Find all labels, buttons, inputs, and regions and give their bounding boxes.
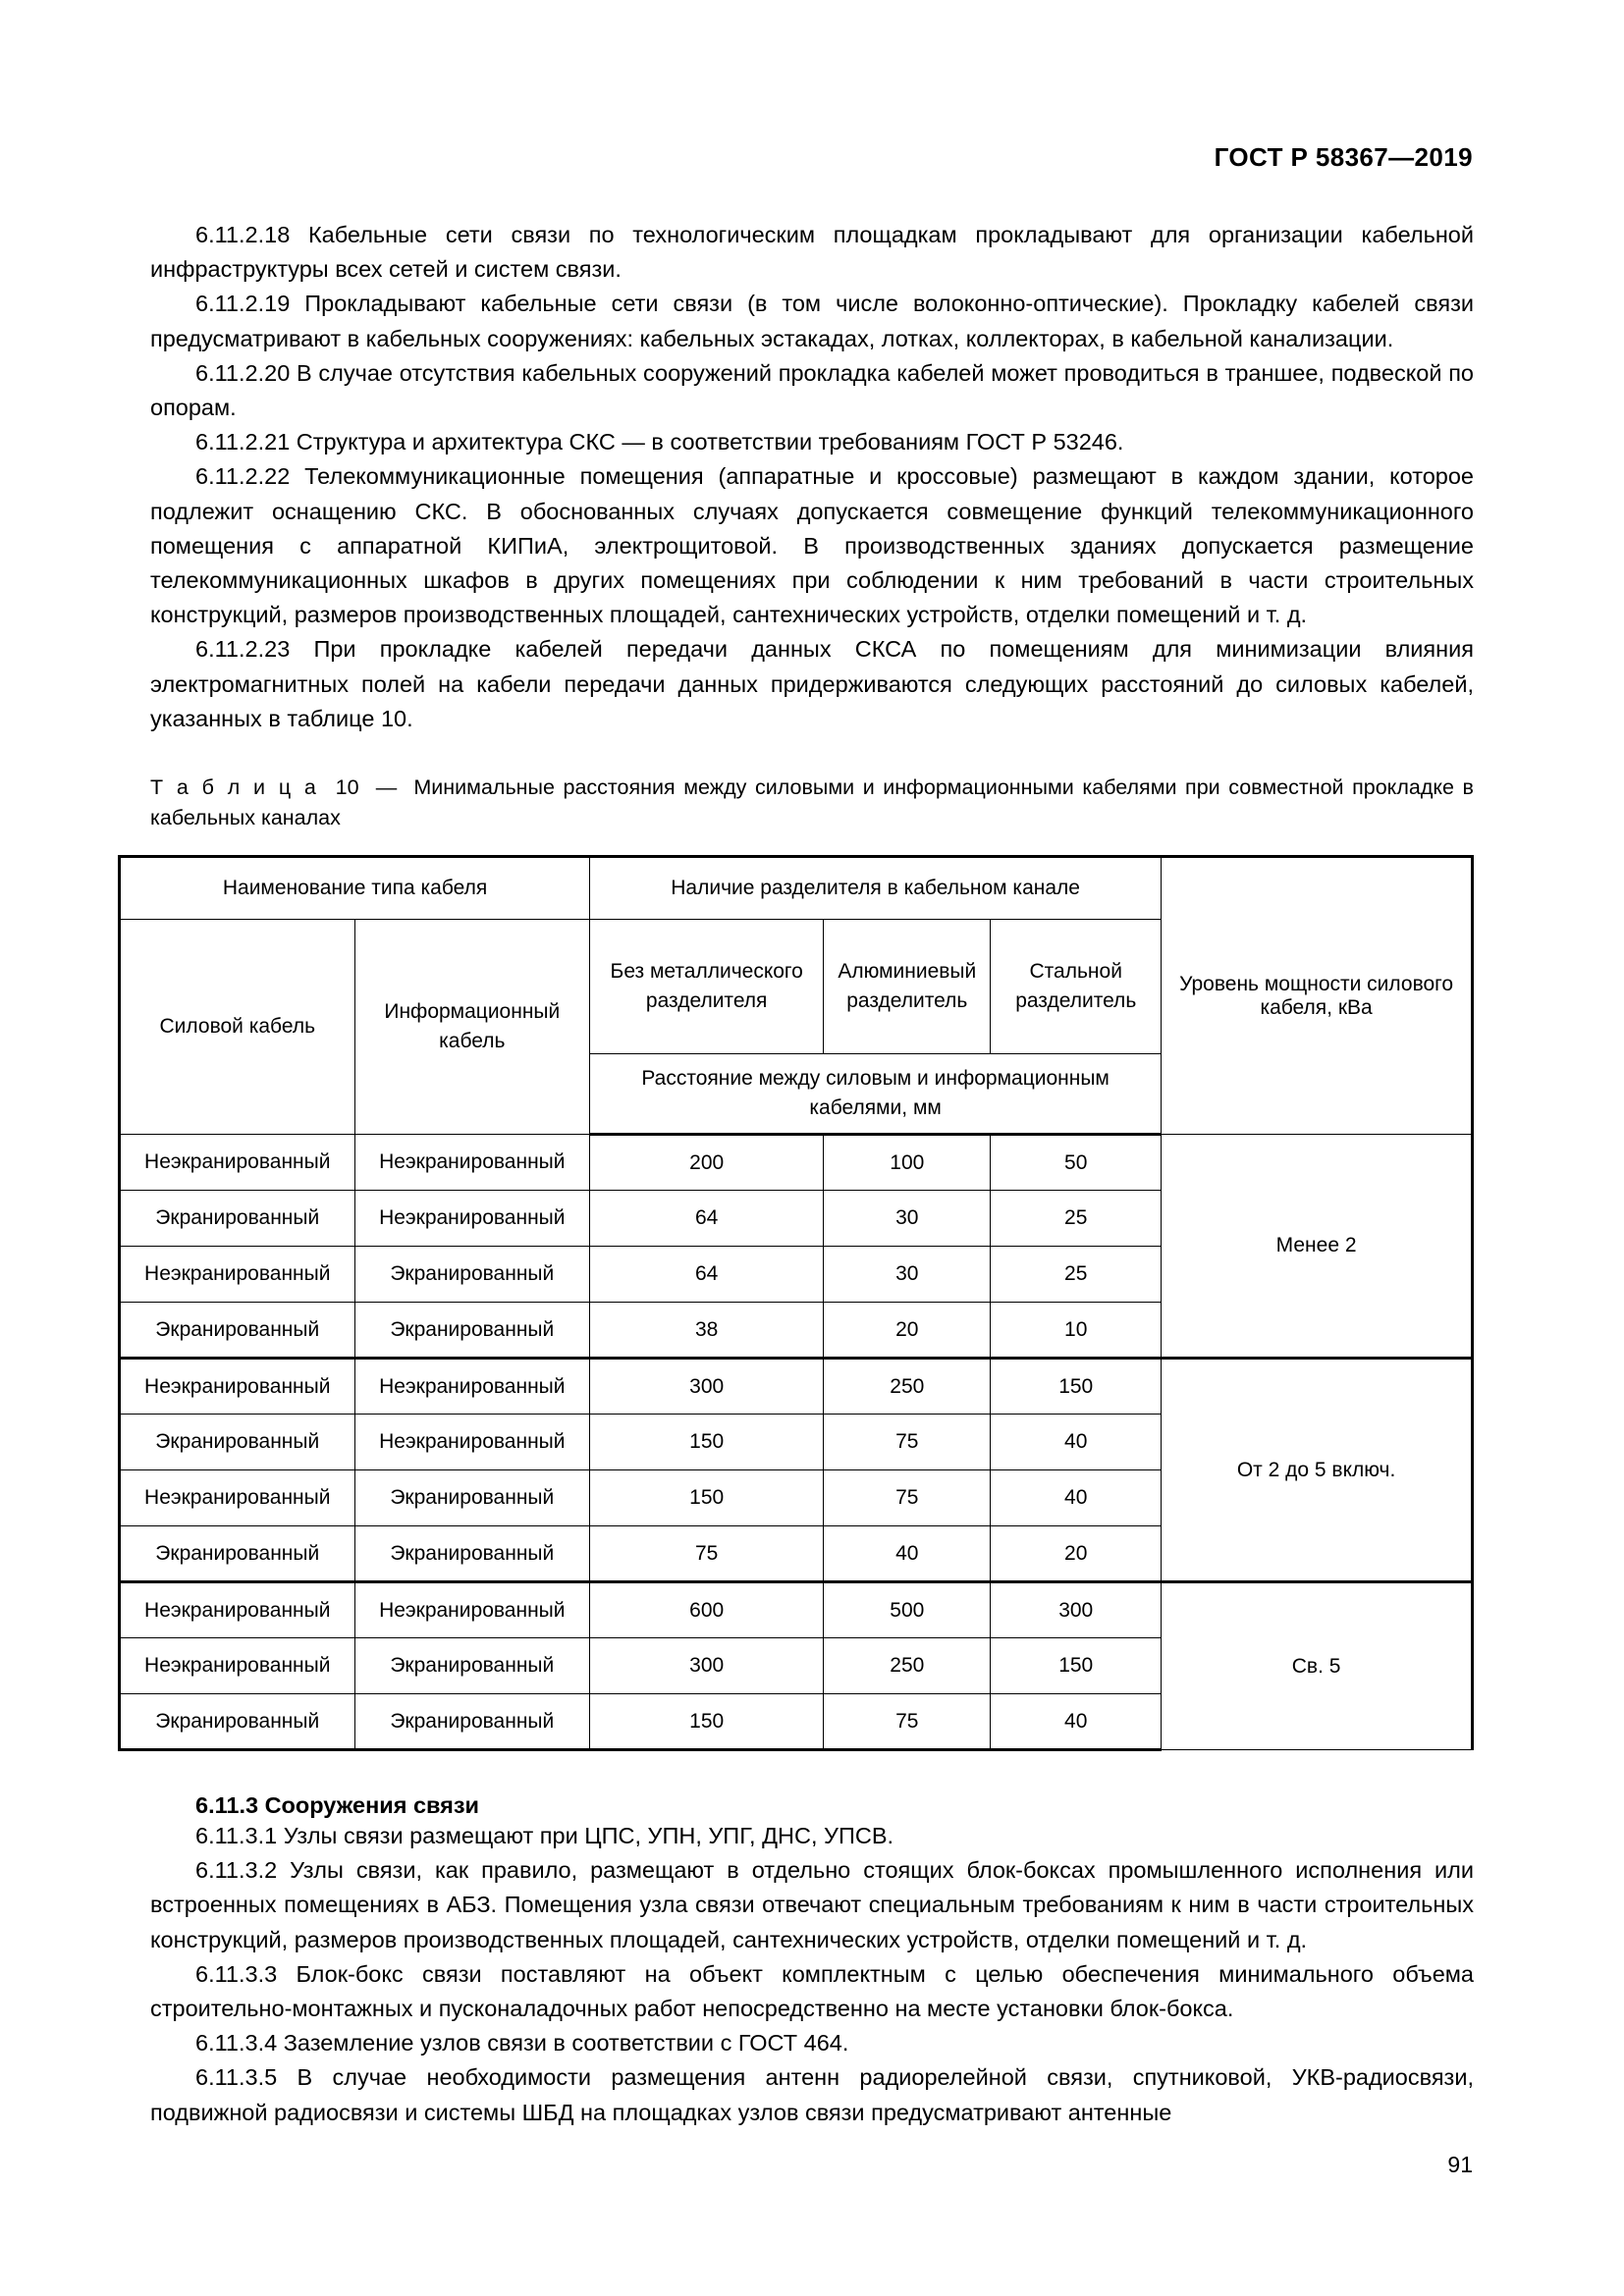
cell-aluminium: 75 bbox=[824, 1470, 991, 1526]
paragraph-6-11-2-22: 6.11.2.22 Телекоммуникационные помещения (аппаратные и кроссовые) размещают в каждом здании, которое подлежит оснащению СКС. В обоснованных случаях допускается совмещение функций телекоммуникационного помещения с аппаратной КИПиА, электрощитовой. В производственных зданиях допускается размещение телекоммуникационных шкафов в других помещениях при соблюдении к ним требований в части строительных конструкций, размеров производственных площадей, сантехнических устройств, отделки помещений и т. д. bbox=[150, 463, 1474, 628]
page-content bbox=[144, 218, 1474, 2130]
cell-steel: 40 bbox=[991, 1415, 1162, 1470]
paragraph-6-11-2-23: 6.11.2.23 При прокладке кабелей передачи данных СКСА по помещениям для минимизации влияния электромагнитных полей на кабели передачи данных придерживаются следующих расстояний до силовых кабелей, указанных в таблице 10. bbox=[150, 636, 1474, 731]
cell-no-divider: 150 bbox=[590, 1415, 824, 1470]
cell-info-cable: Неэкранированный bbox=[354, 1415, 590, 1470]
paragraph-6-11-3-5: 6.11.3.5 В случае необходимости размещения антенн радиорелейной связи, спутниковой, УКВ-радиосвязи, подвижной радиосвязи и системы ШБД на площадках узлов связи предусматривают антенные bbox=[150, 2064, 1474, 2125]
cell-info-cable: Экранированный bbox=[354, 1526, 590, 1582]
cell-no-divider: 64 bbox=[590, 1247, 824, 1303]
paragraph-6-11-2-21: 6.11.2.21 Структура и архитектура СКС — в соответствии требованиям ГОСТ Р 53246. bbox=[195, 429, 1124, 455]
section-6-11-3 bbox=[150, 1792, 1474, 2130]
cell-aluminium: 20 bbox=[824, 1303, 991, 1359]
cell-power-cable: Неэкранированный bbox=[120, 1638, 355, 1694]
header-aluminium-divider: Алюминиевый разделитель bbox=[824, 920, 991, 1054]
paragraph-6-11-3-2: 6.11.3.2 Узлы связи, как правило, размещают в отдельно стоящих блок-боксах промышленного исполнения или встроенных помещениях в АБЗ. Помещения узла связи отвечают специальным требованиям к ним в части строительных конструкций, размеров производственных площадей, сантехнических устройств, отделки помещений и т. д. bbox=[150, 1857, 1474, 1952]
table-caption-label: Т а б л и ц а bbox=[150, 775, 319, 800]
cell-steel: 10 bbox=[991, 1303, 1162, 1359]
cell-power-cable: Экранированный bbox=[120, 1303, 355, 1359]
header-steel-divider: Стальной разделитель bbox=[991, 920, 1162, 1054]
page-number: 91 bbox=[1447, 2152, 1473, 2177]
cell-no-divider: 75 bbox=[590, 1526, 824, 1582]
cell-steel: 40 bbox=[991, 1694, 1162, 1750]
table-row bbox=[120, 1135, 1473, 1191]
cell-info-cable: Неэкранированный bbox=[354, 1191, 590, 1247]
cell-aluminium: 250 bbox=[824, 1638, 991, 1694]
cell-power-cable: Неэкранированный bbox=[120, 1470, 355, 1526]
paragraph-6-11-3-3: 6.11.3.3 Блок-бокс связи поставляют на объект комплектным с целью обеспечения минимального объема строительно-монтажных и пусконаладочных работ непосредственно на месте установки блок-бокса. bbox=[150, 1960, 1474, 2022]
cell-power-cable: Неэкранированный bbox=[120, 1135, 355, 1191]
cell-power-cable: Экранированный bbox=[120, 1694, 355, 1750]
cell-steel: 300 bbox=[991, 1582, 1162, 1638]
cell-aluminium: 100 bbox=[824, 1135, 991, 1191]
cell-no-divider: 38 bbox=[590, 1303, 824, 1359]
cell-steel: 25 bbox=[991, 1247, 1162, 1303]
cell-power-cable: Неэкранированный bbox=[120, 1582, 355, 1638]
cell-no-divider: 300 bbox=[590, 1638, 824, 1694]
cell-steel: 50 bbox=[991, 1135, 1162, 1191]
cell-steel: 150 bbox=[991, 1359, 1162, 1415]
cell-no-divider: 200 bbox=[590, 1135, 824, 1191]
cell-steel: 40 bbox=[991, 1470, 1162, 1526]
cell-info-cable: Экранированный bbox=[354, 1470, 590, 1526]
cell-aluminium: 30 bbox=[824, 1247, 991, 1303]
header-power-cable: Силовой кабель bbox=[120, 920, 355, 1135]
table-10-wrapper bbox=[118, 855, 1474, 1751]
cell-steel: 150 bbox=[991, 1638, 1162, 1694]
cell-power-cable: Неэкранированный bbox=[120, 1359, 355, 1415]
cell-no-divider: 64 bbox=[590, 1191, 824, 1247]
paragraph-6-11-3-1: 6.11.3.1 Узлы связи размещают при ЦПС, УПН, УПГ, ДНС, УПСВ. bbox=[195, 1823, 894, 1849]
cell-power-level: Св. 5 bbox=[1162, 1582, 1473, 1750]
section-heading-6-11-3: 6.11.3 Сооружения связи bbox=[195, 1792, 479, 1819]
header-group-cable-type: Наименование типа кабеля bbox=[120, 857, 590, 920]
cell-info-cable: Неэкранированный bbox=[354, 1582, 590, 1638]
cell-power-cable: Экранированный bbox=[120, 1191, 355, 1247]
cell-power-level: От 2 до 5 включ. bbox=[1162, 1359, 1473, 1582]
paragraph-6-11-2-19: 6.11.2.19 Прокладывают кабельные сети связи (в том числе волоконно-оптические). Прокладку кабелей связи предусматривают в кабельных сооружениях: кабельных эстакадах, лотках, коллекторах, в кабельной канализации. bbox=[150, 291, 1474, 351]
cell-info-cable: Неэкранированный bbox=[354, 1359, 590, 1415]
paragraph-6-11-2-20: 6.11.2.20 В случае отсутствия кабельных сооружений прокладка кабелей может проводиться в траншее, подвеской по опорам. bbox=[150, 359, 1474, 421]
cell-power-level: Менее 2 bbox=[1162, 1135, 1473, 1359]
table-body bbox=[120, 1135, 1473, 1750]
cell-power-cable: Экранированный bbox=[120, 1415, 355, 1470]
cell-no-divider: 300 bbox=[590, 1359, 824, 1415]
table-caption-dash: — bbox=[375, 775, 398, 800]
cell-info-cable: Экранированный bbox=[354, 1694, 590, 1750]
paragraph-6-11-2-18: 6.11.2.18 Кабельные сети связи по технологическим площадкам прокладывают для организации кабельной инфраструктуры всех сетей и систем связи. bbox=[150, 222, 1474, 283]
cell-steel: 20 bbox=[991, 1526, 1162, 1582]
paragraph-6-11-3-4: 6.11.3.4 Заземление узлов связи в соответствии с ГОСТ 464. bbox=[195, 2030, 849, 2056]
table-caption bbox=[150, 773, 1474, 833]
table-row bbox=[120, 1359, 1473, 1415]
table-caption-number: 10 bbox=[335, 775, 359, 800]
cell-info-cable: Экранированный bbox=[354, 1638, 590, 1694]
cell-aluminium: 250 bbox=[824, 1359, 991, 1415]
table-10-minimum-distances bbox=[118, 855, 1474, 1751]
cell-aluminium: 30 bbox=[824, 1191, 991, 1247]
page-header-standard-number: ГОСТ Р 58367—2019 bbox=[1214, 142, 1473, 172]
cell-no-divider: 600 bbox=[590, 1582, 824, 1638]
cell-aluminium: 75 bbox=[824, 1694, 991, 1750]
header-distance-note: Расстояние между силовым и информационным кабелями, мм bbox=[590, 1054, 1162, 1135]
cell-power-cable: Экранированный bbox=[120, 1526, 355, 1582]
table-head bbox=[120, 857, 1473, 1135]
cell-aluminium: 40 bbox=[824, 1526, 991, 1582]
table-caption-text: Минимальные расстояния между силовыми и информационными кабелями при совместной прокладке в кабельных каналах bbox=[150, 775, 1474, 830]
header-info-cable: Информационный кабель bbox=[354, 920, 590, 1135]
cell-no-divider: 150 bbox=[590, 1694, 824, 1750]
cell-no-divider: 150 bbox=[590, 1470, 824, 1526]
header-power-level: Уровень мощности силового кабеля, кВа bbox=[1162, 857, 1473, 1135]
header-group-divider: Наличие разделителя в кабельном канале bbox=[590, 857, 1162, 920]
cell-info-cable: Экранированный bbox=[354, 1303, 590, 1359]
cell-aluminium: 500 bbox=[824, 1582, 991, 1638]
table-row bbox=[120, 1582, 1473, 1638]
cell-steel: 25 bbox=[991, 1191, 1162, 1247]
header-no-metal-divider: Без металлического разделителя bbox=[590, 920, 824, 1054]
table-head-row-groups bbox=[120, 857, 1473, 920]
cell-info-cable: Неэкранированный bbox=[354, 1135, 590, 1191]
cell-power-cable: Неэкранированный bbox=[120, 1247, 355, 1303]
cell-aluminium: 75 bbox=[824, 1415, 991, 1470]
cell-info-cable: Экранированный bbox=[354, 1247, 590, 1303]
